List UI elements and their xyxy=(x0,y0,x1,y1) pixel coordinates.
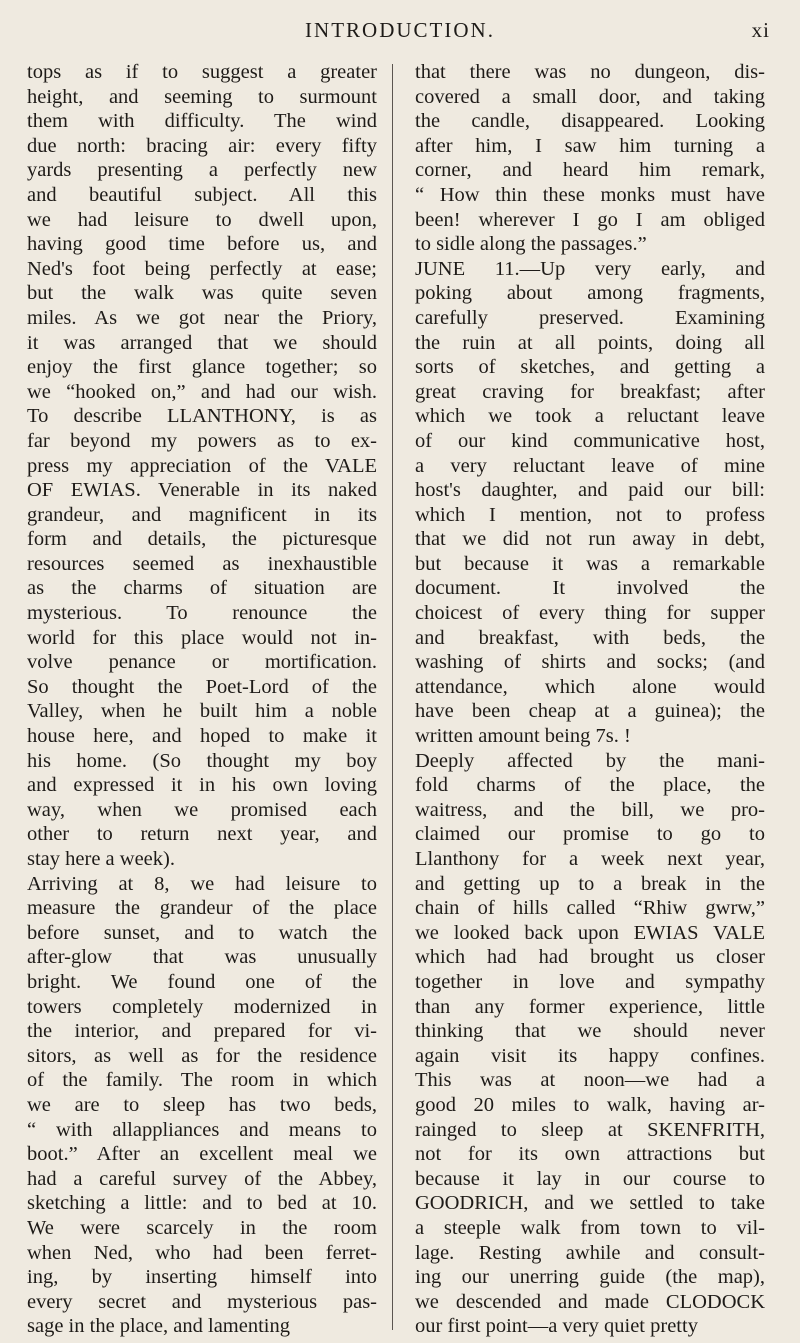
text-line: not for its own attractions but xyxy=(415,1143,765,1166)
text-line: to sidle along the passages.” xyxy=(415,233,647,256)
text-line: So thought the Poet-Lord of the xyxy=(27,675,377,698)
text-line: GOODRICH, and we settled to take xyxy=(415,1192,765,1215)
text-line: due north: bracing air: every fifty xyxy=(27,134,377,157)
column-divider xyxy=(392,64,393,1330)
text-line: the candle, disappeared. Looking xyxy=(415,110,765,133)
text-line: after-glow that was unusually xyxy=(27,946,377,969)
text-line: poking about among fragments, xyxy=(415,282,765,305)
text-line: we are to sleep has two beds, xyxy=(27,1093,377,1116)
text-line: we had leisure to dwell upon, xyxy=(27,208,377,231)
text-line: sage in the place, and lamenting xyxy=(27,1315,290,1338)
left-column xyxy=(27,60,377,1339)
text-line: and expressed it in his own loving xyxy=(27,774,377,797)
text-line: grandeur, and magnificent in its xyxy=(27,503,377,526)
text-line: measure the grandeur of the place xyxy=(27,897,377,920)
text-line: This was at noon—we had a xyxy=(415,1069,765,1092)
text-line: after him, I saw him turning a xyxy=(415,134,765,157)
text-line: form and details, the picturesque xyxy=(27,528,377,551)
text-line: that we did not run away in debt, xyxy=(415,528,765,551)
text-line: lage. Resting awhile and consult- xyxy=(415,1241,765,1264)
text-line: To describe LLANTHONY, is as xyxy=(27,405,377,428)
text-line: every secret and mysterious pas- xyxy=(27,1290,377,1313)
text-line: a very reluctant leave of mine xyxy=(415,454,765,477)
text-line: choicest of every thing for supper xyxy=(415,602,765,625)
text-line: when Ned, who had been ferret- xyxy=(27,1241,377,1264)
text-line: but because it was a remarkable xyxy=(415,552,765,575)
text-line: a steeple walk from town to vil- xyxy=(415,1216,765,1239)
text-line: which had had brought us closer xyxy=(415,946,765,969)
text-line: covered a small door, and taking xyxy=(415,85,765,108)
text-line: far beyond my powers as to ex- xyxy=(27,429,377,452)
text-line: again visit its happy confines. xyxy=(415,1044,765,1067)
text-line: than any former experience, little xyxy=(415,995,765,1018)
text-line: as the charms of situation are xyxy=(27,577,377,600)
text-line: ing, by inserting himself into xyxy=(27,1266,377,1289)
text-line: host's daughter, and paid our bill: xyxy=(415,479,765,502)
text-line: sorts of sketches, and getting a xyxy=(415,356,765,379)
text-line: have been cheap at a guinea); the xyxy=(415,700,765,723)
text-line: document. It involved the xyxy=(415,577,765,600)
text-line: Deeply affected by the mani- xyxy=(415,749,765,772)
text-line: enjoy the first glance together; so xyxy=(27,356,377,379)
text-line: our first point—a very quiet pretty xyxy=(415,1315,698,1338)
text-line: tops as if to suggest a greater xyxy=(27,61,377,83)
text-line: JUNE 11.—Up very early, and xyxy=(415,257,765,280)
text-line: Valley, when he built him a noble xyxy=(27,700,377,723)
text-line: washing of shirts and socks; (and xyxy=(415,651,765,674)
text-line: volve penance or mortification. xyxy=(27,651,377,674)
text-line: good 20 miles to walk, having ar- xyxy=(415,1093,765,1116)
text-line: world for this place would not in- xyxy=(27,626,377,649)
text-line: house here, and hoped to make it xyxy=(27,725,377,748)
text-line: chain of hills called “Rhiw gwrw,” xyxy=(415,897,765,920)
text-line: mysterious. To renounce the xyxy=(27,602,377,625)
text-line: and breakfast, with beds, the xyxy=(415,626,765,649)
text-line: yards presenting a perfectly new xyxy=(27,159,377,182)
text-line: stay here a week). xyxy=(27,848,175,870)
text-line: his home. (So thought my boy xyxy=(27,749,377,772)
text-line: corner, and heard him remark, xyxy=(415,159,765,182)
text-line: before sunset, and to watch the xyxy=(27,921,377,944)
text-line: “ How thin these monks must have xyxy=(415,183,765,206)
running-head xyxy=(0,18,800,54)
text-line: other to return next year, and xyxy=(27,823,377,846)
text-line: which we took a reluctant leave xyxy=(415,405,765,428)
text-line: had a careful survey of the Abbey, xyxy=(27,1167,377,1190)
text-line: the interior, and prepared for vi- xyxy=(27,1020,377,1043)
text-line: great craving for breakfast; after xyxy=(415,380,765,403)
page-number: xi xyxy=(751,18,770,42)
text-line: miles. As we got near the Priory, xyxy=(27,306,377,329)
text-line: height, and seeming to surmount xyxy=(27,85,377,108)
text-line: towers completely modernized in xyxy=(27,995,377,1018)
text-line: boot.” After an excellent meal we xyxy=(27,1143,377,1166)
text-line: which I mention, not to profess xyxy=(415,503,765,526)
text-line: thinking that we should never xyxy=(415,1020,765,1043)
text-line: attendance, which alone would xyxy=(415,675,765,698)
text-line: “ with allappliances and means to xyxy=(27,1118,377,1141)
text-line: of our kind communicative host, xyxy=(415,429,765,452)
text-line: bright. We found one of the xyxy=(27,970,377,993)
text-line: Arriving at 8, we had leisure to xyxy=(27,872,377,895)
text-line: we looked back upon EWIAS VALE xyxy=(415,921,765,944)
text-line: OF EWIAS. Venerable in its naked xyxy=(27,479,377,502)
text-line: we descended and made CLODOCK xyxy=(415,1290,765,1313)
text-line: way, when we promised each xyxy=(27,798,377,821)
text-line: and beautiful subject. All this xyxy=(27,183,377,206)
text-line: carefully preserved. Examining xyxy=(415,306,765,329)
text-line: written amount being 7s. ! xyxy=(415,725,631,748)
text-line: resources seemed as inexhaustible xyxy=(27,552,377,575)
text-line: We were scarcely in the room xyxy=(27,1216,377,1239)
text-line: we “hooked on,” and had our wish. xyxy=(27,380,377,403)
text-line: Ned's foot being perfectly at ease; xyxy=(27,257,377,280)
text-line: but the walk was quite seven xyxy=(27,282,377,305)
text-line: of the family. The room in which xyxy=(27,1069,377,1092)
text-line: waitress, and the bill, we pro- xyxy=(415,798,765,821)
text-line: sitors, as well as for the residence xyxy=(27,1044,377,1067)
right-column xyxy=(415,60,765,1339)
text-line: because it lay in our course to xyxy=(415,1167,765,1190)
text-line: and getting up to a break in the xyxy=(415,872,765,895)
text-line: been! wherever I go I am obliged xyxy=(415,208,765,231)
text-line: rainged to sleep at SKENFRITH, xyxy=(415,1118,765,1141)
text-line: together in love and sympathy xyxy=(415,970,765,993)
text-line: them with difficulty. The wind xyxy=(27,110,377,133)
text-line: fold charms of the place, the xyxy=(415,774,765,797)
text-line: claimed our promise to go to xyxy=(415,823,765,846)
text-line: it was arranged that we should xyxy=(27,331,377,354)
text-line: sketching a little: and to bed at 10. xyxy=(27,1192,377,1215)
text-line: ing our unerring guide (the map), xyxy=(415,1266,765,1289)
text-line: press my appreciation of the VALE xyxy=(27,454,377,477)
text-line: that there was no dungeon, dis- xyxy=(415,61,765,83)
text-line: Llanthony for a week next year, xyxy=(415,848,765,870)
text-line: having good time before us, and xyxy=(27,233,377,256)
running-title: INTRODUCTION. xyxy=(305,18,495,42)
text-line: the ruin at all points, doing all xyxy=(415,331,765,354)
